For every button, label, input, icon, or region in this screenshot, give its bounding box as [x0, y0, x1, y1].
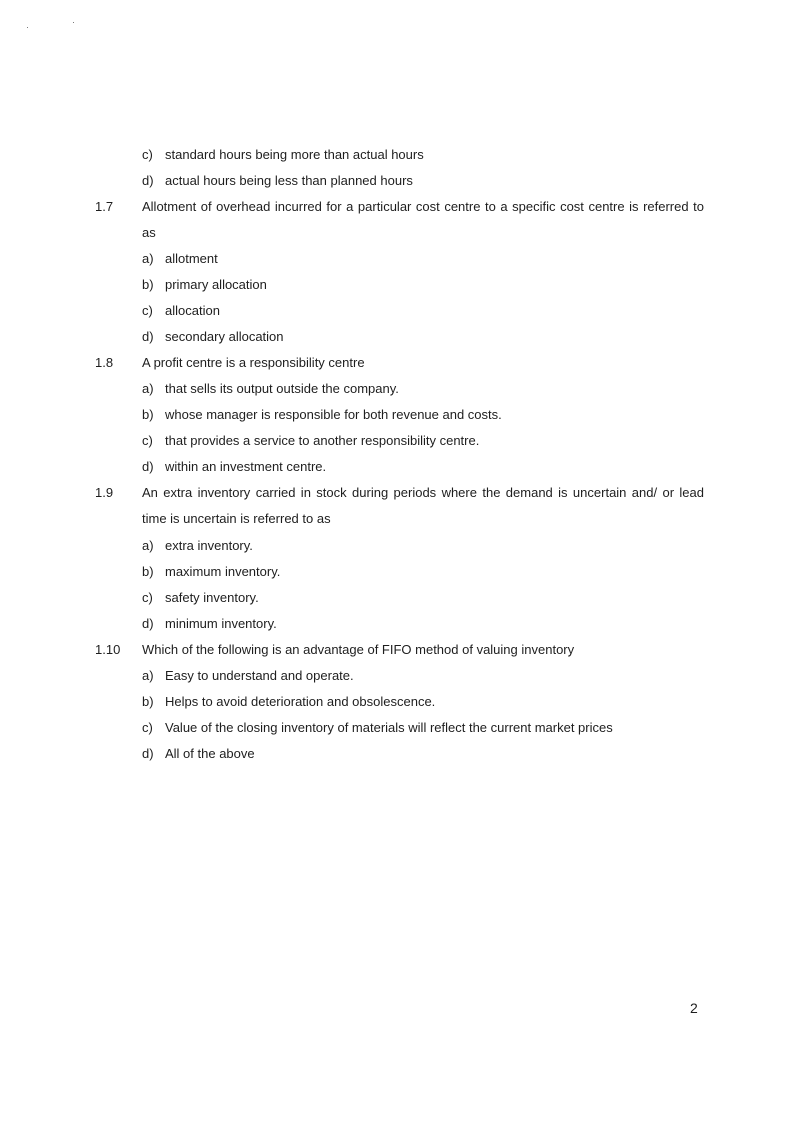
option-label: c): [142, 433, 153, 448]
option-label: c): [142, 147, 153, 162]
option-text: Easy to understand and operate.: [165, 668, 354, 683]
option-text: that sells its output outside the company.: [165, 381, 399, 396]
option-text: primary allocation: [165, 277, 267, 292]
option-text: within an investment centre.: [165, 459, 327, 474]
question-text-continued: time is uncertain is referred to as: [142, 511, 331, 526]
option-label: a): [142, 538, 154, 553]
option-text: actual hours being less than planned hours: [165, 173, 413, 188]
question-text: A profit centre is a responsibility centre: [142, 355, 365, 370]
question-number: 1.10: [95, 642, 121, 657]
scan-speck: [27, 27, 28, 28]
option-text: maximum inventory.: [165, 564, 281, 579]
option-label: a): [142, 251, 154, 266]
option-text: allotment: [165, 251, 218, 266]
option-label: a): [142, 381, 154, 396]
option-text: allocation: [165, 303, 220, 318]
question-text: An extra inventory carried in stock during periods where the demand is uncertain and/ or lead: [142, 485, 704, 500]
option-label: c): [142, 303, 153, 318]
question-text: Which of the following is an advantage of FIFO method of valuing inventory: [142, 642, 575, 657]
question-text: Allotment of overhead incurred for a particular cost centre to a specific cost centre is referred to: [142, 199, 704, 214]
option-text: whose manager is responsible for both revenue and costs.: [165, 407, 502, 422]
option-label: a): [142, 668, 154, 683]
question-number: 1.9: [95, 485, 114, 500]
question-number: 1.7: [95, 199, 114, 214]
option-label: c): [142, 720, 153, 735]
option-text: safety inventory.: [165, 590, 259, 605]
option-label: b): [142, 277, 154, 292]
option-text: All of the above: [165, 746, 255, 761]
option-text: Helps to avoid deterioration and obsolescence.: [165, 694, 436, 709]
option-label: d): [142, 746, 154, 761]
option-label: c): [142, 590, 153, 605]
question-text-continued: as: [142, 225, 156, 240]
option-label: d): [142, 329, 154, 344]
option-label: b): [142, 694, 154, 709]
option-label: b): [142, 564, 154, 579]
option-label: d): [142, 173, 154, 188]
option-text: Value of the closing inventory of materials will reflect the current market prices: [165, 720, 613, 735]
option-text: that provides a service to another responsibility centre.: [165, 433, 480, 448]
option-text: minimum inventory.: [165, 616, 277, 631]
option-text: standard hours being more than actual hours: [165, 147, 424, 162]
scan-speck: [73, 22, 74, 23]
option-text: extra inventory.: [165, 538, 253, 553]
page-number: 2: [690, 1000, 698, 1016]
option-text: secondary allocation: [165, 329, 284, 344]
option-label: d): [142, 616, 154, 631]
option-label: d): [142, 459, 154, 474]
question-number: 1.8: [95, 355, 114, 370]
option-label: b): [142, 407, 154, 422]
